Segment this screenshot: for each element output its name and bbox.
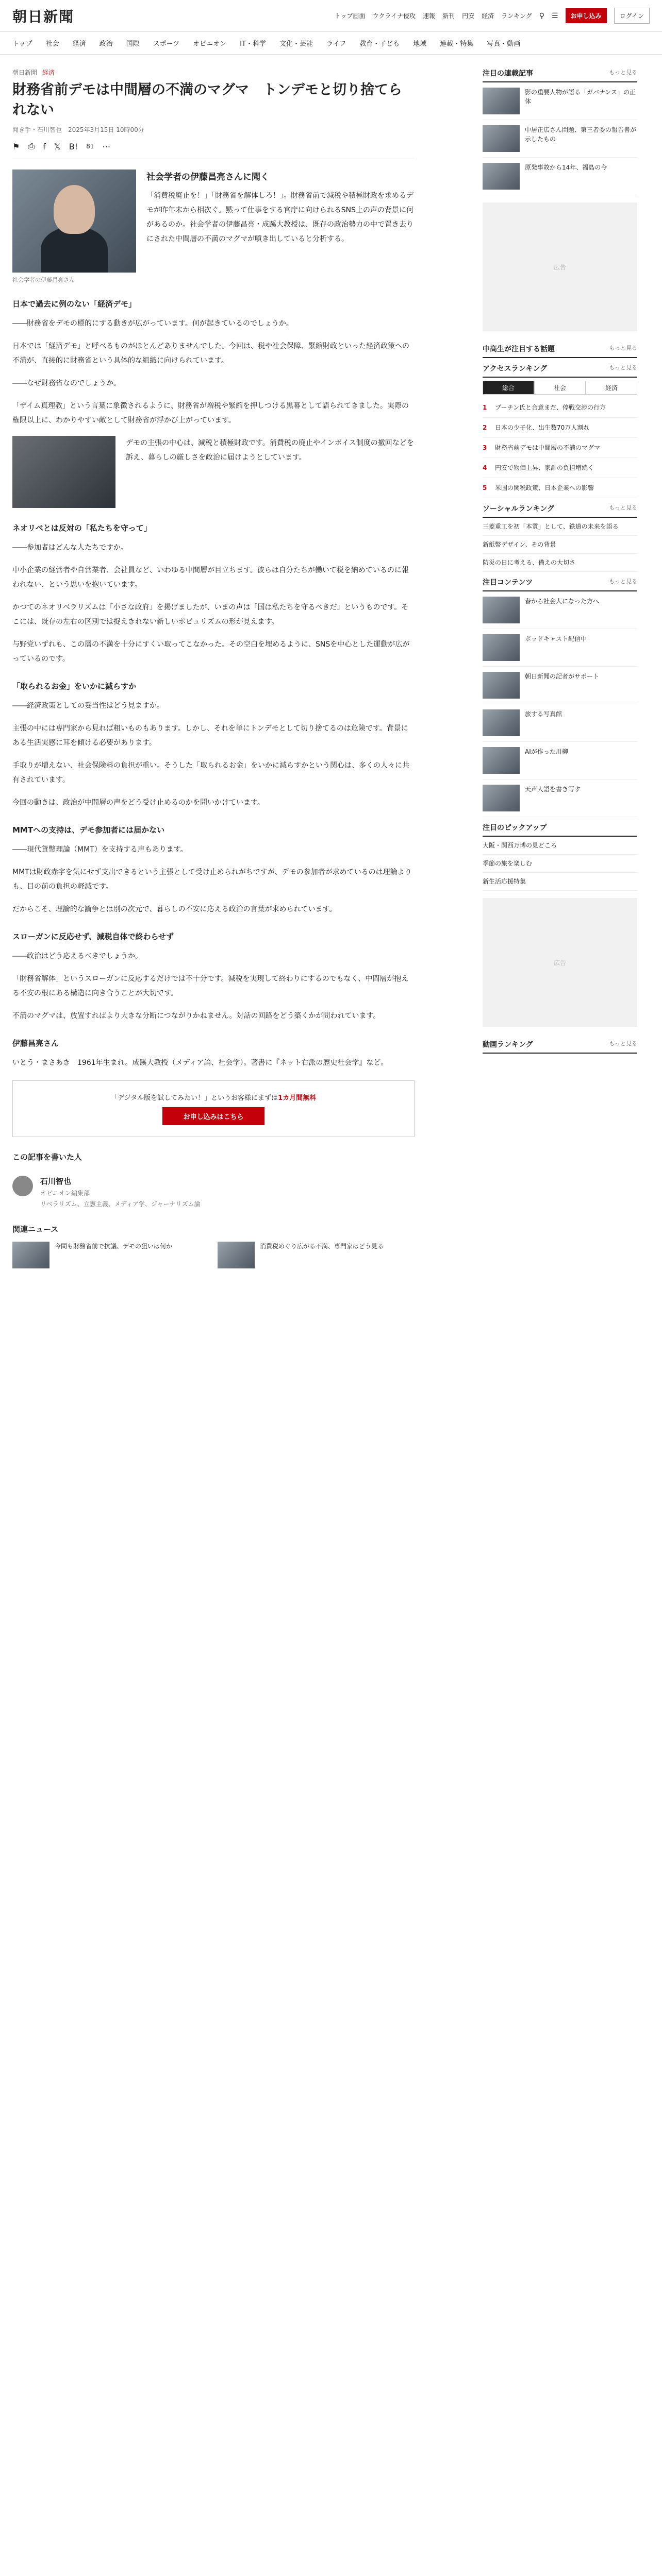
related-title: 今問も財務省前で抗議、デモの狙いは何か xyxy=(55,1243,173,1250)
lead-box xyxy=(12,170,415,284)
cat-sports[interactable]: スポーツ xyxy=(153,40,180,48)
notice-thumb xyxy=(483,747,520,774)
inline-photo[interactable] xyxy=(12,436,115,508)
ranking-title: 財務省前デモは中間層の不満のマグマ xyxy=(495,444,601,451)
author-name[interactable]: 石川智也 xyxy=(40,1177,72,1187)
paragraph: かつてのネオリベラリズムは「小さな政府」を掲げましたが、いまの声は「国は私たちを守るべきだ」というものです。そこには、既存の左右の区別では捉えきれない新しいポピュリズムの形が見えます。 xyxy=(12,603,409,626)
notice-more-link[interactable]: もっと見る xyxy=(609,578,637,585)
notice-item[interactable] xyxy=(483,704,637,742)
paragraph: ――政治はどう応えるべきでしょうか。 xyxy=(12,952,142,961)
ad-box[interactable]: 広告 xyxy=(483,202,637,331)
paragraph: ――参加者はどんな人たちですか。 xyxy=(12,544,128,552)
rank-number: 3 xyxy=(483,444,487,451)
inline-figure xyxy=(12,436,415,508)
top-link-yen[interactable]: 円安 xyxy=(462,12,475,20)
promo-text: 「デジタル版を試してみたい！」というお客様にまずは1カ月間無料 xyxy=(110,1094,317,1103)
related-thumb xyxy=(12,1242,49,1268)
breadcrumb xyxy=(12,68,415,77)
pick-item[interactable]: 季節の旅を楽しむ xyxy=(483,855,637,873)
author-role: オピニオン編集部 xyxy=(40,1190,90,1197)
access-more-link[interactable]: もっと見る xyxy=(609,364,637,371)
section-heading-4: MMTへの支持は、デモ参加者には届かない xyxy=(12,825,165,835)
article-title: 財務省前デモは中間層の不満のマグマ トンデモと切り捨てられない xyxy=(12,82,402,118)
paragraph: 「財務省解体」というスローガンに反応するだけでは不十分です。減税を実現して終わりにするのでもなく、中間層が抱える不安の根にある構造に向き合うことが大切です。 xyxy=(12,975,409,998)
feature-item[interactable] xyxy=(483,158,637,195)
paragraph: ――財務省をデモの標的にする動きが広がっています。何が起きているのでしょうか。 xyxy=(12,319,293,328)
ranking-item[interactable] xyxy=(483,398,637,418)
pick-item[interactable]: 新生活応援特集 xyxy=(483,873,637,891)
paragraph: 「ザイム真理教」という言葉に象徴されるように、財務省が増税や緊縮を押しつける黒幕として語られてきました。実際の権限以上に、わかりやすい敵として財務省が浮かび上がっています。 xyxy=(12,402,409,425)
feature-title: 中居正広さん問題、第三者委の報告書が示したもの xyxy=(525,126,637,143)
tab-economy[interactable]: 経済 xyxy=(586,381,637,395)
access-tabs xyxy=(483,381,637,395)
rank-number: 1 xyxy=(483,404,487,411)
tab-all[interactable]: 総合 xyxy=(483,381,534,395)
notice-item[interactable] xyxy=(483,591,637,629)
social-more-link[interactable]: もっと見る xyxy=(609,504,637,511)
author-desc: リベラリズム、立憲主義、メディア学、ジャーナリズム論 xyxy=(40,1200,201,1208)
notice-item[interactable] xyxy=(483,742,637,779)
cat-education[interactable]: 教育・子ども xyxy=(359,40,400,48)
ranking-item[interactable] xyxy=(483,478,637,498)
rank-number: 4 xyxy=(483,464,487,471)
lead-text xyxy=(146,170,415,284)
video-more-link[interactable]: もっと見る xyxy=(609,1040,637,1047)
notice-title: AIが作った川柳 xyxy=(525,748,568,755)
ranking-title: ブーチン氏と合意まだ、停戦交渉の行方 xyxy=(495,404,606,411)
promo-button[interactable]: お申し込みはこちら xyxy=(162,1107,264,1125)
paragraph: ――経済政策としての妥当性はどう見ますか。 xyxy=(12,702,164,710)
notice-title: 天声人語を書き写す xyxy=(525,786,581,793)
share-bar xyxy=(12,141,415,159)
chu-more-link[interactable]: もっと見る xyxy=(609,345,637,351)
author-heading: この記事を書いた人 xyxy=(12,1153,82,1162)
pick-item[interactable]: 大阪・関西万博の見どころ xyxy=(483,837,637,855)
paragraph: MMTは財政赤字を気にせず支出できるという主張として受け止められがちですが、デモの参加者が求めているのは理論よりも、目の前の負担の軽減です。 xyxy=(12,868,412,891)
ranking-item[interactable] xyxy=(483,458,637,478)
subscribe-button[interactable]: お申し込み xyxy=(566,8,607,23)
cat-economy[interactable]: 経済 xyxy=(72,40,86,48)
cat-culture[interactable]: 文化・芸能 xyxy=(279,40,313,48)
notice-thumb xyxy=(483,672,520,699)
paragraph: 今回の動きは、政治が中間層の声をどう受け止めるのかを問いかけています。 xyxy=(12,799,264,807)
profile-text: いとう・まさあき 1961年生まれ。成蹊大教授（メディア論、社会学）。著書に『ネット右派の歴史社会学』など。 xyxy=(12,1059,388,1067)
section-heading-3: 「取られるお金」をいかに減らすか xyxy=(12,682,137,691)
photo-caption: 社会学者の伊藤昌亮さん xyxy=(12,277,75,284)
related-thumb xyxy=(218,1242,255,1268)
breadcrumb-section[interactable]: 経済 xyxy=(42,69,55,76)
paragraph: だからこそ、理論的な論争とは別の次元で、暮らしの不安に応える政治の言葉が求められています。 xyxy=(12,905,337,914)
notice-item[interactable] xyxy=(483,629,637,667)
related-title: 消費税めぐり広がる不満、専門家はどう見る xyxy=(260,1243,384,1250)
top-link-economy[interactable]: 経済 xyxy=(482,12,494,20)
lead-paragraph: 「消費税廃止を！」「財務省を解体しろ！」。財務省前で減税や積極財政を求めるデモが昨年末から相次ぐ。黙って仕事をする官庁に向けられるSNS上の声の背景に何があるのか。社会学者の伊藤昌亮・成蹊大教授は、既存の政治勢力の中で置き去りにされた中間層の不満のマグマが噴き出していると分析する。 xyxy=(146,192,413,244)
feature-heading: 注目の連載記事 もっと見る xyxy=(483,63,637,82)
notice-heading: 注目コンテンツ もっと見る xyxy=(483,572,637,591)
feature-thumb xyxy=(483,88,520,114)
related-item[interactable] xyxy=(12,1242,209,1268)
author-avatar xyxy=(12,1176,33,1196)
notice-title: ポッドキャスト配信中 xyxy=(525,635,587,642)
notice-thumb xyxy=(483,709,520,736)
lead-photo[interactable] xyxy=(12,170,136,273)
x-icon[interactable]: 𝕏 xyxy=(54,141,61,151)
cat-it-science[interactable]: IT・科学 xyxy=(240,40,266,48)
breadcrumb-home[interactable]: 朝日新聞 xyxy=(12,69,38,76)
cat-top[interactable]: トップ xyxy=(12,40,32,48)
related-heading: 関連ニュース xyxy=(12,1225,59,1234)
site-logo[interactable]: 朝日新聞 xyxy=(12,8,75,25)
cat-photo[interactable]: 写真・動画 xyxy=(487,40,521,48)
paragraph: ――なぜ財務省なのでしょうか。 xyxy=(12,379,121,388)
notice-thumb xyxy=(483,597,520,623)
cat-series[interactable]: 連載・特集 xyxy=(440,40,474,48)
sidebar xyxy=(483,55,637,1268)
top-link-ukraine[interactable]: ウクライナ侵攻 xyxy=(372,12,416,20)
top-link-breaking[interactable]: 速報 xyxy=(423,12,436,20)
top-nav xyxy=(335,8,650,24)
top-link-ranking[interactable]: ランキング xyxy=(501,12,532,20)
tab-society[interactable]: 社会 xyxy=(534,381,586,395)
cat-society[interactable]: 社会 xyxy=(45,40,59,48)
category-nav xyxy=(0,32,662,55)
notice-item[interactable] xyxy=(483,667,637,704)
promo-box xyxy=(12,1080,415,1137)
chu-heading: 中高生が注目する話題 もっと見る xyxy=(483,338,637,358)
social-heading: ソーシャルランキング もっと見る xyxy=(483,498,637,518)
cat-opinion[interactable]: オピニオン xyxy=(193,40,227,48)
video-ranking-heading: 動画ランキング もっと見る xyxy=(483,1034,637,1054)
article-meta: 聞き手・石川智也 2025年3月15日 10時00分 xyxy=(12,126,144,134)
paragraph: ――現代貨幣理論（MMT）を支持する声もあります。 xyxy=(12,845,188,854)
notice-title: 旅する写真館 xyxy=(525,710,562,718)
print-icon[interactable]: ⎙ xyxy=(28,141,35,151)
profile-heading: 伊藤昌亮さん xyxy=(12,1039,59,1048)
promo-strong: 1カ月間無料 xyxy=(278,1094,317,1103)
notice-title: 春から社会人になった方へ xyxy=(525,598,600,605)
ranking-title: 円安で物価上昇、家計の負担増続く xyxy=(495,464,594,471)
more-share-icon[interactable]: ⋯ xyxy=(102,141,111,151)
ranking-title: 日本の少子化、出生数70万人割れ xyxy=(495,424,590,431)
top-link-top[interactable]: トップ画面 xyxy=(334,12,366,20)
menu-icon[interactable]: ☰ xyxy=(552,11,558,20)
section-heading-1: 日本で過去に例のない「経済デモ」 xyxy=(12,299,137,309)
author-card[interactable] xyxy=(12,1176,415,1208)
paragraph: 日本では「経済デモ」と呼べるものがほとんどありませんでした。今回は、税や社会保障、緊縮財政といった経済政策への不満が、直接的に財務省という具体的な組織に向けられています。 xyxy=(12,342,409,365)
feature-item[interactable] xyxy=(483,82,637,120)
access-heading: アクセスランキング もっと見る xyxy=(483,358,637,378)
related-news xyxy=(12,1224,415,1268)
ranking-title: 米国の関税政策、日本企業への影響 xyxy=(495,484,594,492)
top-header xyxy=(0,0,662,32)
social-item[interactable]: 三菱重工を初「本質」として、鉄道の未来を語る xyxy=(483,518,637,536)
cat-international[interactable]: 国際 xyxy=(126,40,140,48)
section-heading-2: ネオリベとは反対の「私たちを守って」 xyxy=(12,523,152,533)
lead-heading: 社会学者の伊藤昌亮さんに聞く xyxy=(146,172,269,183)
bookmark-icon[interactable]: ⚑ xyxy=(12,141,20,151)
feature-title: 影の重要人物が語る「ガバナンス」の正体 xyxy=(525,89,636,105)
cat-life[interactable]: ライフ xyxy=(326,40,346,48)
notice-title: 朝日新聞の記者がサポート xyxy=(525,673,600,680)
section-heading-5: スローガンに反応せず、減税自体で終わらせず xyxy=(12,932,174,942)
hatena-icon[interactable]: B! xyxy=(69,141,78,151)
social-item[interactable]: 新紙幣デザイン、その背景 xyxy=(483,536,637,554)
feature-thumb xyxy=(483,163,520,190)
paragraph: 不満のマグマは、放置すればより大きな分断につながりかねません。対話の回路をどう築くかが問われています。 xyxy=(12,1012,380,1021)
notice-thumb xyxy=(483,634,520,661)
feature-title: 原発事故から14年、福島の今 xyxy=(525,164,607,171)
paragraph: 中小企業の経営者や自営業者、会社員など、いわゆる中間層が目立ちます。彼らは自分たちが働いて税を納めているのに報われない、という思いを抱いています。 xyxy=(12,566,409,589)
social-item[interactable]: 防災の日に考える、備えの大切さ xyxy=(483,554,637,572)
related-item[interactable] xyxy=(218,1242,415,1268)
ranking-item[interactable] xyxy=(483,438,637,458)
lead-photo-wrap xyxy=(12,170,136,284)
rank-number: 2 xyxy=(483,424,487,431)
top-link-new[interactable]: 新刊 xyxy=(442,12,455,20)
share-count: 81 xyxy=(86,143,94,150)
ad-box-2[interactable]: 広告 xyxy=(483,898,637,1027)
login-button[interactable]: ログイン xyxy=(614,8,650,24)
pick-heading: 注目のピックアップ xyxy=(483,817,637,837)
notice-thumb xyxy=(483,785,520,811)
feature-item[interactable] xyxy=(483,120,637,158)
notice-item[interactable] xyxy=(483,779,637,817)
cat-region[interactable]: 地域 xyxy=(413,40,427,48)
cat-politics[interactable]: 政治 xyxy=(99,40,113,48)
paragraph: 主張の中には専門家から見れば粗いものもあります。しかし、それを単にトンデモとして切り捨てるのは危険です。背景にある生活実感に耳を傾ける必要があります。 xyxy=(12,724,408,748)
paragraph: 手取りが増えない、社会保険料の負担が重い。そうした「取られるお金」をいかに減らすかという関心は、多くの人々に共有されています。 xyxy=(12,761,409,785)
feature-more-link[interactable]: もっと見る xyxy=(609,69,637,76)
rank-number: 5 xyxy=(483,484,487,492)
article-main xyxy=(12,55,415,1268)
search-icon[interactable]: ⚲ xyxy=(539,11,545,20)
paragraph: デモの主張の中心は、減税と積極財政です。消費税の廃止やインボイス制度の撤回などを訴え、暮らしの厳しさを政治に届けようとしています。 xyxy=(126,439,414,462)
ranking-item[interactable] xyxy=(483,418,637,438)
facebook-icon[interactable]: f xyxy=(43,141,46,151)
feature-thumb xyxy=(483,125,520,152)
paragraph: 与野党いずれも、この層の不満を十分にすくい取ってこなかった。その空白を埋めるように、SNSを中心とした運動が広がっているのです。 xyxy=(12,640,410,664)
